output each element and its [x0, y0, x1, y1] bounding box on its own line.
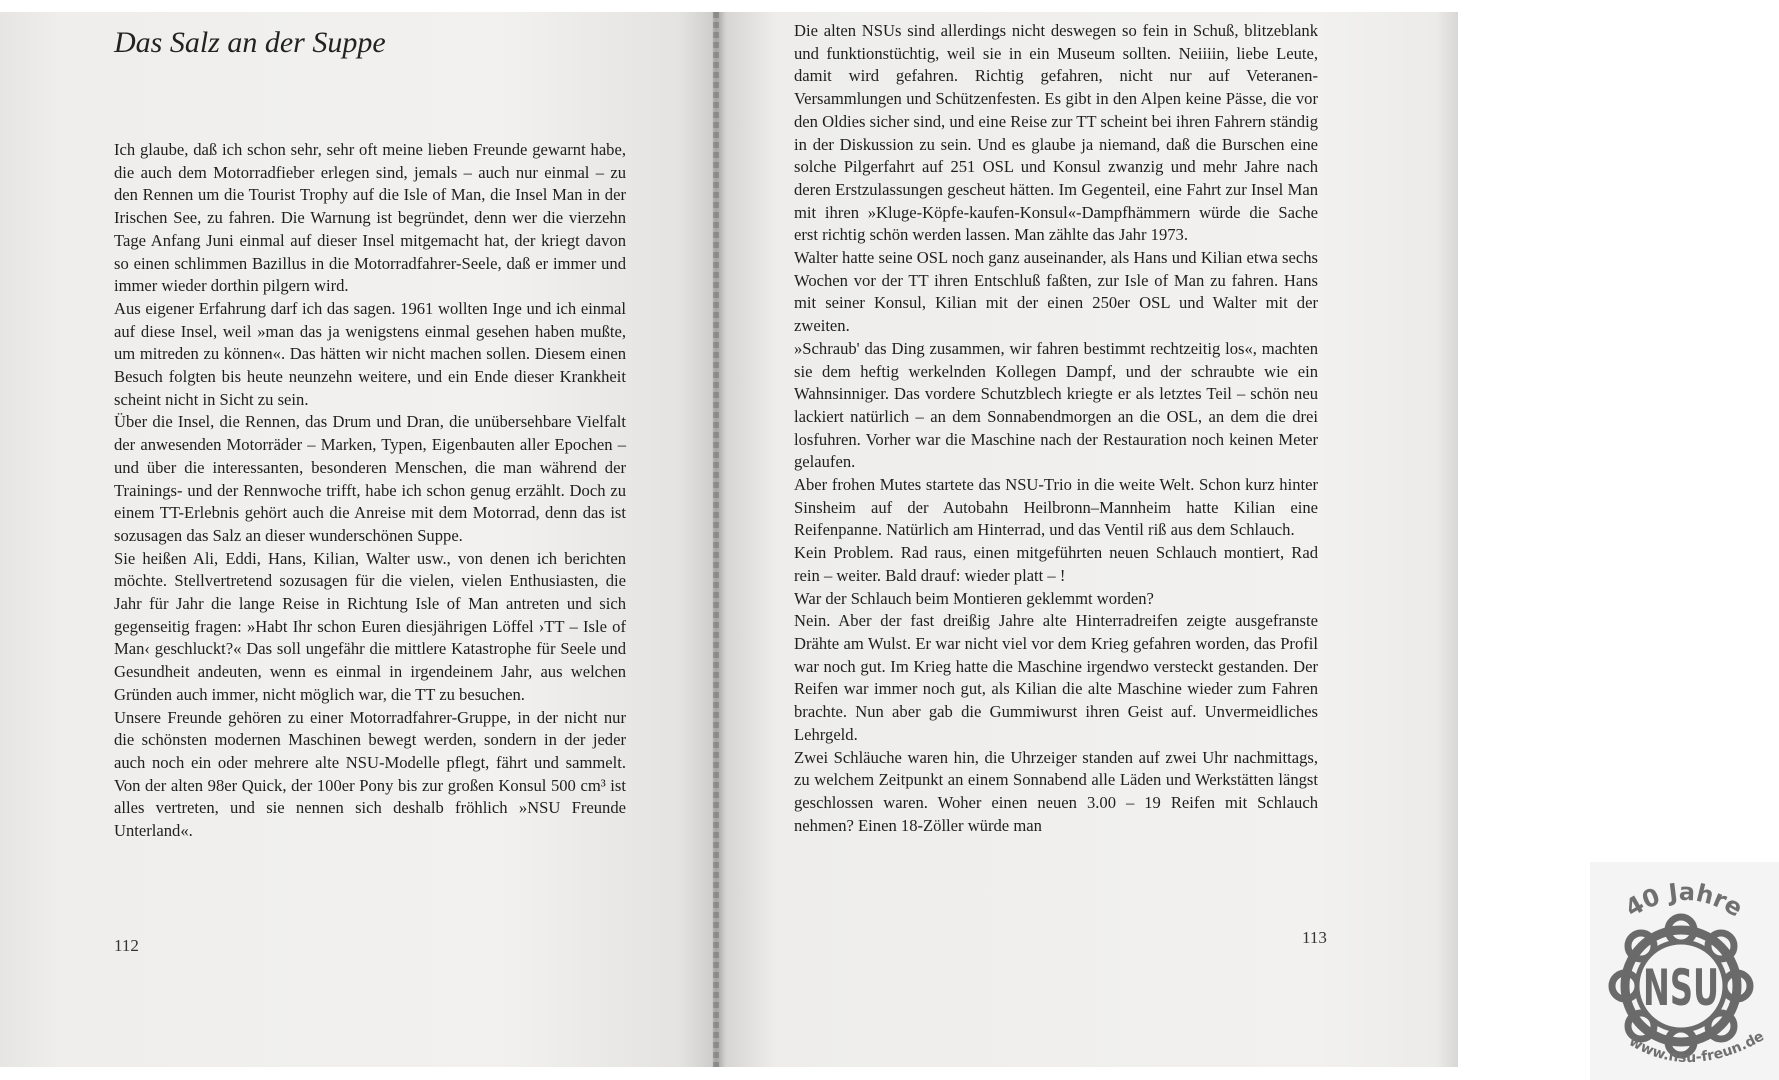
paragraph: Aus eigener Erfahrung darf ich das sagen. 1961 wollten Inge und ich einmal auf diese Insel, weil »man das ja wenigstens einmal gesehen haben mußte, um mitreden zu können«. Das hätten wir nicht machen sollen. Diesem einen Besuch folgten bis heute neunzehn weitere, und ein Ende dieser Krankheit scheint nicht in Sicht zu sein.: [114, 298, 626, 409]
paragraph: »Schraub' das Ding zusammen, wir fahren bestimmt rechtzeitig los«, machten sie dem heftig werkelnden Kollegen Dampf, und der schraubte wie ein Wahnsinniger. Das vordere Schutzblech kriegte er als letztes Teil – schön neu lackiert natürlich – an dem Sonnabendmorgen an die OSL, an dem die drei losfuhren. Vorher war die Maschine nach der Restauration noch keinen Meter gelaufen.: [794, 338, 1318, 472]
logo-emblem-text: NSU: [1643, 959, 1719, 1017]
paragraph: Kein Problem. Rad raus, einen mitgeführten neuen Schlauch montiert, Rad rein – weiter. Bald drauf: wieder platt – !: [794, 543, 1318, 585]
book-gutter: [713, 12, 719, 1067]
left-page: [0, 12, 716, 1067]
paragraph: Unsere Freunde gehören zu einer Motorradfahrer-Gruppe, in der nicht nur die schönsten modernen Maschinen bewegt werden, sondern in der jeder auch noch ein oder mehrere alte NSU-Modelle pflegt, fährt und sammelt. Von der alten 98er Quick, der 100er Pony bis zur großen Konsul 500 cm³ ist alles vertreten, und sie nennen sich deshalb fröhlich »NSU Freunde Unterland«.: [114, 707, 626, 841]
paragraph: War der Schlauch beim Montieren geklemmt worden?: [794, 588, 1154, 608]
right-page-text: [794, 20, 1318, 837]
paragraph: Walter hatte seine OSL noch ganz auseinander, als Hans und Kilian etwa sechs Wochen vor der TT ihren Entschluß faßten, zur Isle of Man zu fahren. Hans mit seiner Konsul, Kilian mit der einen 250er OSL und Walter mit der zweiten.: [794, 248, 1318, 336]
paragraph: Die alten NSUs sind allerdings nicht deswegen so fein in Schuß, blitzeblank und funktionstüchtig, weil sie in ein Museum sollten. Neiiiin, liebe Leute, damit wird gefahren. Richtig gefahren, nicht nur auf Veteranen-Versammlungen und Schützenfesten. Es gibt in den Alpen keine Pässe, die vor den Oldies sicher sind, und eine Reise zur TT scheint bei ihren Fahrern ständig in der Diskussion zu sein. Und es glaube ja niemand, daß die Burschen eine solche Pilgerfahrt auf 251 OSL und Konsul zwanzig und mehr Jahre nach deren Erstzulassungen gescheut hätten. Im Gegenteil, eine Fahrt zur Insel Man mit ihren »Kluge-Köpfe-kaufen-Konsul«-Dampfhämmern würde die Sache erst richtig schön werden lassen. Man zählte das Jahr 1973.: [794, 21, 1318, 245]
paragraph: Zwei Schläuche waren hin, die Uhrzeiger standen auf zwei Uhr nachmittags, zu welchem Zeitpunkt an einem Sonnabend alle Läden und Werkstätten längst geschlossen waren. Woher einen neuen 3.00 – 19 Reifen mit Schlauch nehmen? Einen 18-Zöller würde man: [794, 747, 1318, 835]
page-number-right: 113: [1302, 928, 1327, 947]
logo-top-text: 40 Jahre: [1620, 877, 1748, 923]
paragraph: Nein. Aber der fast dreißig Jahre alte Hinterradreifen zeigte ausgefranste Drähte am Wulst. Er war nicht viel vor dem Krieg gefahren worden, das Profil war noch gut. Im Krieg hatte die Maschine irgendwo versteckt gestanden. Der Reifen war immer noch gut, als Kilian die alte Maschine wieder zum Fahren brachte. Nun aber gab die Gummiwurst ihren Geist auf. Unvermeidliches Lehrgeld.: [794, 611, 1318, 744]
nsu-logo-icon: [1590, 862, 1779, 1080]
page-number-left: 112: [114, 936, 139, 955]
book-spread-scan: [0, 12, 1458, 1067]
paragraph: Ich glaube, daß ich schon sehr, sehr oft meine lieben Freunde gewarnt habe, die auch dem Motorradfieber erlegen sind, jemals – auch nur einmal – zu den Rennen um die Tourist Trophy auf die Isle of Man, die Insel Man in der Irischen See, zu fahren. Die Warnung ist begründet, denn wer die vierzehn Tage Anfang Juni einmal auf dieser Insel mitgemacht hat, der kriegt davon so einen schlimmen Bazillus in die Motorradfahrer-Seele, daß er immer und immer wieder dorthin pilgern wird.: [114, 140, 626, 296]
logo-url-text: www.nsu-freun.de: [1626, 1028, 1767, 1067]
nsu-watermark-logo: [1590, 862, 1779, 1080]
paragraph: Aber frohen Mutes startete das NSU-Trio in die weite Welt. Schon kurz hinter Sinsheim auf der Autobahn Heilbronn–Mannheim hatte Kilian eine Reifenpanne. Natürlich am Hinterrad, und das Ventil riß aus dem Schlauch.: [794, 475, 1318, 540]
right-page: [716, 12, 1458, 1067]
paragraph: Sie heißen Ali, Eddi, Hans, Kilian, Walter usw., von denen ich berichten möchte. Stellvertretend sozusagen für die vielen, vielen Enthusiasten, die Jahr für Jahr die lange Reise in Richtung Isle of Man antreten und sich gegenseitig fragen: »Habt Ihr schon Euren diesjährigen Löffel ›TT – Isle of Man‹ geschluckt?« Das soll ungefähr die mittlere Katastrophe für Seele und Gesundheit andeuten, wenn es einmal in irgendeinem Jahr, aus welchen Gründen auch immer, nicht möglich war, die TT zu besuchen.: [114, 548, 626, 704]
left-page-text: [114, 139, 626, 843]
paragraph: Über die Insel, die Rennen, das Drum und Dran, die unübersehbare Vielfalt der anwesenden Motorräder – Marken, Typen, Eigenbauten aller Epochen – und über die interessanten, besonderen Menschen, die man während der Trainings- und der Rennwoche trifft, habe ich schon genug erzählt. Doch zu einem TT-Erlebnis gehört auch die Anreise mit dem Motorrad, denn das ist sozusagen das Salz an dieser wunderschönen Suppe.: [114, 412, 626, 545]
chapter-title: Das Salz an der Suppe: [114, 26, 386, 59]
